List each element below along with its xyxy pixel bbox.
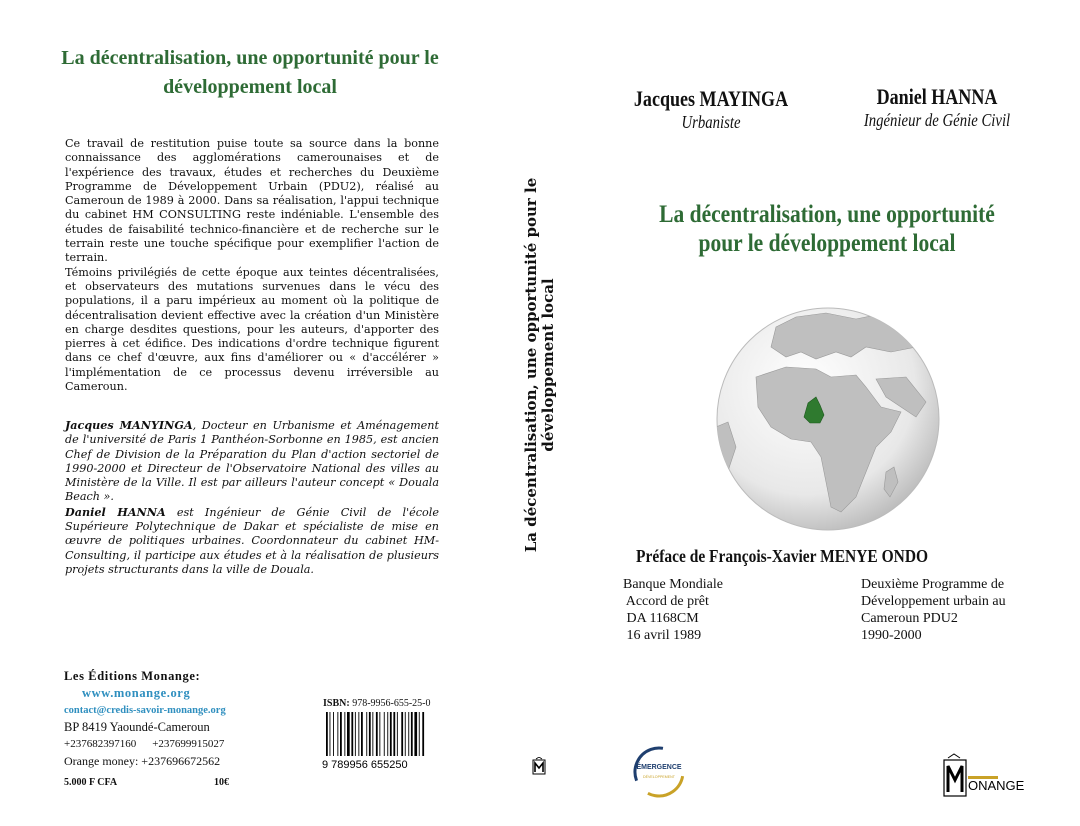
- barcode-bar: [361, 712, 363, 756]
- author-2-name: Daniel HANNA: [876, 84, 998, 109]
- phone-2: +237699915027: [152, 738, 225, 750]
- author-1: [606, 87, 816, 133]
- back-summary: [65, 137, 439, 394]
- left-info-line-4: 16 avril 1989: [623, 628, 702, 643]
- barcode-bar: [393, 712, 395, 756]
- barcode-bar: [337, 712, 338, 756]
- publisher-email: contact@credis-savoir-monange.org: [64, 705, 226, 716]
- barcode-bar: [366, 712, 367, 756]
- author-1-role: Urbaniste: [681, 112, 741, 132]
- barcode-bar: [397, 712, 398, 756]
- price-eur: 10€: [214, 777, 229, 788]
- bio-2: [65, 505, 439, 577]
- author-bios: [65, 418, 439, 577]
- isbn-barcode: [320, 710, 436, 770]
- barcode-bar: [414, 712, 417, 756]
- bio-1: [65, 418, 439, 505]
- right-info-column: [861, 576, 1061, 644]
- barcode-bar: [330, 712, 331, 756]
- barcode-bar: [372, 712, 373, 756]
- barcode-bar: [411, 712, 413, 756]
- author-2: [826, 85, 1048, 131]
- globe-image: [716, 307, 940, 531]
- spine-monange-logo: [532, 757, 546, 775]
- publisher-phones: [64, 736, 226, 753]
- emergence-logo-text: ÉMERGENCE: [636, 764, 682, 771]
- spine: [518, 160, 562, 580]
- summary-paragraph-1: Ce travail de restitution puise toute sa source dans la bonne connaissance des agglomérations camerounaises et de l'expérience des travaux, études et recherches du Deuxième Programme de Développement Urbain (PDU2), réalisé au Cameroun de 1989 à 2000. Dans sa réalisation, l'appui technique du cabinet HM CONSULTING reste indéniable. L'ensemble des études de faisabilité technico-financière et de recherche sur le terrain reste une touche spécifique pour exemplifier l'action de terrain.: [65, 137, 439, 265]
- barcode-bar: [351, 712, 353, 756]
- orange-money: Orange money: +237696672562: [64, 754, 221, 768]
- bio-1-text: , Docteur en Urbanisme et Aménagement de l'université de Paris 1 Panthéon-Sorbonne en 1985, est ancien Chef de Division de la Préparation du Plan d'action sectoriel de 1990-2000 et Directeur de l'Observatoire National des villes au Ministère de la Ville. Il est par ailleurs l'auteur concept « Douala Beach ».: [65, 419, 440, 504]
- barcode-bar: [419, 712, 420, 756]
- publisher-block: [64, 668, 226, 770]
- barcode-bar: [379, 712, 380, 756]
- barcode-bar: [376, 712, 378, 756]
- right-info-line-3: Cameroun PDU2: [861, 611, 958, 626]
- isbn-label: ISBN:: [323, 698, 350, 709]
- front-cover-title: La décentralisation, une opportunité pour le développement local: [659, 201, 995, 257]
- spine-title: La décentralisation, une opportunité pour le développement local: [522, 177, 557, 553]
- author-2-role: Ingénieur de Génie Civil: [863, 110, 1011, 130]
- emergence-logo-subtext: DÉVELOPPEMENT: [643, 775, 675, 779]
- barcode-bar: [401, 712, 403, 756]
- left-info-column: [623, 576, 823, 644]
- publisher-address: BP 8419 Yaoundé-Cameroun: [64, 720, 210, 734]
- publisher-name: Les Éditions Monange:: [64, 669, 201, 683]
- barcode-bar: [326, 712, 328, 756]
- monange-logo: [940, 752, 1030, 800]
- barcode-bar: [384, 712, 385, 756]
- isbn-line: [323, 698, 431, 709]
- barcode-bar: [422, 712, 424, 756]
- barcode-bar: [340, 712, 342, 756]
- barcode-bar: [405, 712, 406, 756]
- emergence-logo: [632, 745, 686, 799]
- summary-paragraph-2: Témoins privilégiés de cette époque aux teintes décentralisées, et observateurs des mutations survenues dans le vécu des populations, il a paru impérieux au moment où la politique de décentralisation devient effective avec la création d'un Ministère en charge desdites questions, pour les auteurs, d'apporter des pierres à cet édifice. Des indications d'ordre technique figurent dans ce chef d'œuvre, aux fins d'améliorer ou « d'accélérer » l'implémentation de ce processus devenu irréversible au Cameroun.: [65, 265, 439, 394]
- bio-1-name: Jacques MANYINGA: [65, 418, 193, 432]
- publisher-website: www.monange.org: [82, 686, 191, 700]
- barcode-bar: [333, 712, 334, 756]
- bio-2-name: Daniel HANNA: [65, 504, 166, 519]
- price-cfa: 5.000 F CFA: [64, 777, 118, 788]
- barcode-bar: [390, 712, 392, 756]
- monange-logo-text: ONANGE: [968, 778, 1025, 793]
- barcode-bar: [355, 712, 356, 756]
- author-1-name: Jacques MAYINGA: [633, 86, 789, 111]
- barcode-bar: [408, 712, 409, 756]
- barcode-bar: [358, 712, 359, 756]
- left-info-line-3: DA 1168CM: [623, 611, 699, 626]
- barcode-bar: [369, 712, 371, 756]
- left-info-line-1: Banque Mondiale: [623, 577, 723, 592]
- barcode-digits: 9 789956 655250: [322, 759, 408, 770]
- right-info-line-4: 1990-2000: [861, 628, 922, 643]
- bio-2-text: est Ingénieur de Génie Civil de l'école Supérieure Polytechnique de Dakar et spécialiste de mise en œuvre de politiques urbaines. Coordonnateur du cabinet HM-Consulting, il participe aux études et à la réalisation de plusieurs projets structurants dans la ville de Douala.: [65, 505, 439, 576]
- right-info-line-1: Deuxième Programme de: [861, 577, 1005, 592]
- left-info-line-2: Accord de prêt: [623, 594, 709, 609]
- back-cover-title: La décentralisation, une opportunité pour le développement local: [61, 47, 439, 98]
- isbn-number: 978-9956-655-25-0: [352, 698, 431, 709]
- phone-1: +237682397160: [64, 738, 137, 750]
- barcode-bar: [387, 712, 388, 756]
- barcode-bar: [344, 712, 345, 756]
- preface-line: Préface de François-Xavier MENYE ONDO: [636, 546, 929, 566]
- right-info-line-2: Développement urbain au: [861, 594, 1006, 609]
- barcode-bar: [347, 712, 350, 756]
